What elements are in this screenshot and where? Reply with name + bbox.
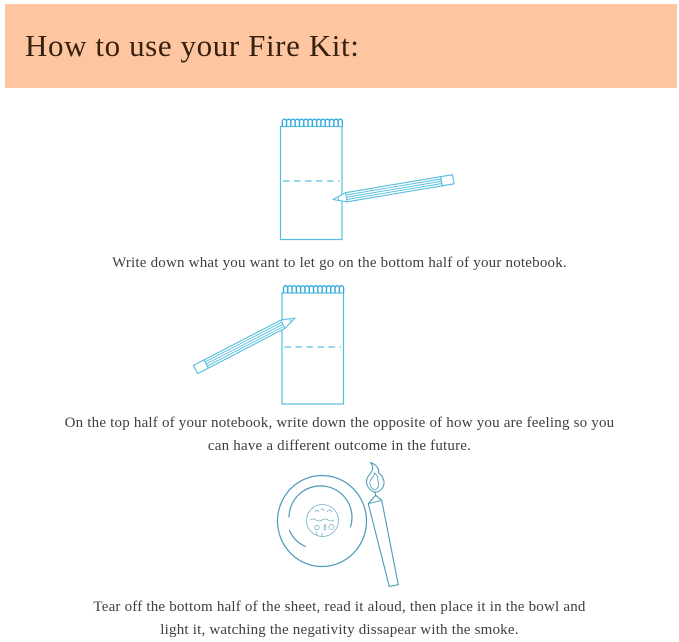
caption-line: On the top half of your notebook, write down the opposite of how you are feeling so you [64, 415, 615, 431]
flame-icon [366, 463, 384, 493]
page-title: How to use your Fire Kit: [25, 28, 360, 63]
spiral-binding-icon [284, 286, 344, 293]
spiral-binding-icon [282, 119, 342, 126]
step2-notebook-illustration [193, 286, 343, 404]
step1-caption [0, 252, 679, 275]
caption-line: Write down what you want to let go on the bottom half of your notebook. [112, 255, 567, 271]
caption-line: Tear off the bottom half of the sheet, read it aloud, then place it in the bowl and [93, 599, 586, 615]
caption-line: can have a different outcome in the future. [207, 438, 472, 454]
bowl-emblem-stamp [307, 505, 339, 537]
caption-line: light it, watching the negativity dissapear with the smoke. [160, 622, 519, 638]
notebook-icon [281, 127, 343, 240]
pencil-icon [193, 318, 295, 374]
pencil-icon [333, 175, 454, 202]
step3-bowl-candle-illustration [278, 463, 399, 587]
notebook-icon [282, 293, 344, 404]
bowl-icon [278, 476, 367, 567]
step3-caption [0, 596, 679, 642]
step1-notebook-illustration [281, 119, 455, 239]
candle-icon [368, 492, 398, 587]
step2-caption [0, 412, 679, 458]
